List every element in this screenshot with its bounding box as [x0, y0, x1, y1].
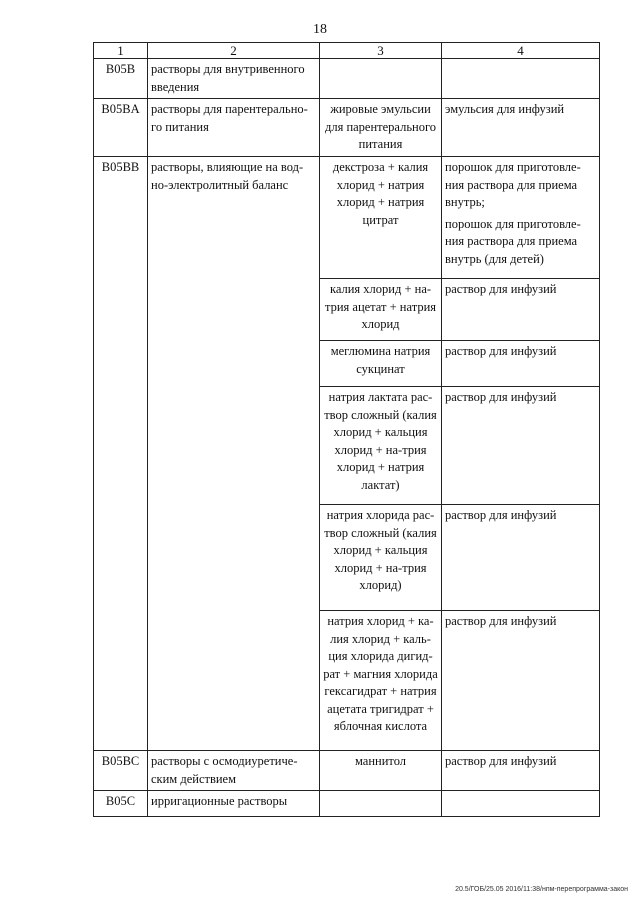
dosage-form: порошок для приготовле-ния раствора для приема внутрь;: [445, 160, 581, 209]
anatomical-therapeutic-group: растворы с осмодиуретиче-ским действием: [148, 751, 320, 791]
inn-name: натрия лактата рас-твор сложный (калия хлорид + кальция хлорид + на-трия хлорид + натрия лактат): [320, 387, 442, 505]
dosage-forms: [442, 611, 600, 751]
table-row: [94, 751, 600, 791]
dosage-forms: [442, 751, 600, 791]
dosage-form: раствор для инфузий: [445, 390, 557, 404]
inn-name: натрия хлорида рас-твор сложный (калия хлорид + кальция хлорид + на-трия хлорид): [320, 505, 442, 611]
inn-name: маннитол: [320, 751, 442, 791]
inn-name: жировые эмульсии для парентерального питания: [320, 99, 442, 157]
column-header: 4: [442, 43, 600, 59]
table-row: [94, 157, 600, 279]
dosage-form: раствор для инфузий: [445, 282, 557, 296]
dosage-forms: [442, 99, 600, 157]
inn-name: натрия хлорид + ка-лия хлорид + каль-ция хлорида дигид-рат + магния хлорида гексагидрат + натрия ацетата тригидрат + яблочная кислота: [320, 611, 442, 751]
dosage-form: раствор для инфузий: [445, 614, 557, 628]
drug-table: [93, 42, 600, 817]
dosage-forms: [442, 505, 600, 611]
footer-stamp: 20.5/ГОБ/25.05 2016/11:38/нпм-перепрограмма-закон: [455, 886, 628, 893]
dosage-forms: [442, 387, 600, 505]
dosage-form: эмульсия для инфузий: [445, 102, 565, 116]
dosage-form: раствор для инфузий: [445, 508, 557, 522]
dosage-forms: [442, 157, 600, 279]
page-number: 18: [313, 22, 327, 37]
inn-name: [320, 791, 442, 817]
table-row: [94, 791, 600, 817]
dosage-form: раствор для инфузий: [445, 754, 557, 768]
table-row: [94, 59, 600, 99]
dosage-forms: [442, 279, 600, 341]
table-row: [94, 99, 600, 157]
atc-code: B05C: [94, 791, 148, 817]
dosage-forms: [442, 59, 600, 99]
dosage-forms: [442, 791, 600, 817]
column-header: 1: [94, 43, 148, 59]
anatomical-therapeutic-group: ирригационные растворы: [148, 791, 320, 817]
anatomical-therapeutic-group: растворы, влияющие на вод-но-электролитный баланс: [148, 157, 320, 751]
inn-name: меглюмина натрия сукцинат: [320, 341, 442, 387]
atc-code: B05B: [94, 59, 148, 99]
atc-code: B05BA: [94, 99, 148, 157]
column-header: 3: [320, 43, 442, 59]
inn-name: [320, 59, 442, 99]
dosage-forms: [442, 341, 600, 387]
table-header-row: [94, 43, 600, 59]
inn-name: декстроза + калия хлорид + натрия хлорид + натрия цитрат: [320, 157, 442, 279]
anatomical-therapeutic-group: растворы для парентерально-го питания: [148, 99, 320, 157]
dosage-form: порошок для приготовле-ния раствора для приема внутрь (для детей): [445, 216, 581, 266]
inn-name: калия хлорид + на-трия ацетат + натрия хлорид: [320, 279, 442, 341]
atc-code: B05BB: [94, 157, 148, 751]
atc-code: B05BC: [94, 751, 148, 791]
dosage-form: раствор для инфузий: [445, 344, 557, 358]
anatomical-therapeutic-group: растворы для внутривенного введения: [148, 59, 320, 99]
column-header: 2: [148, 43, 320, 59]
